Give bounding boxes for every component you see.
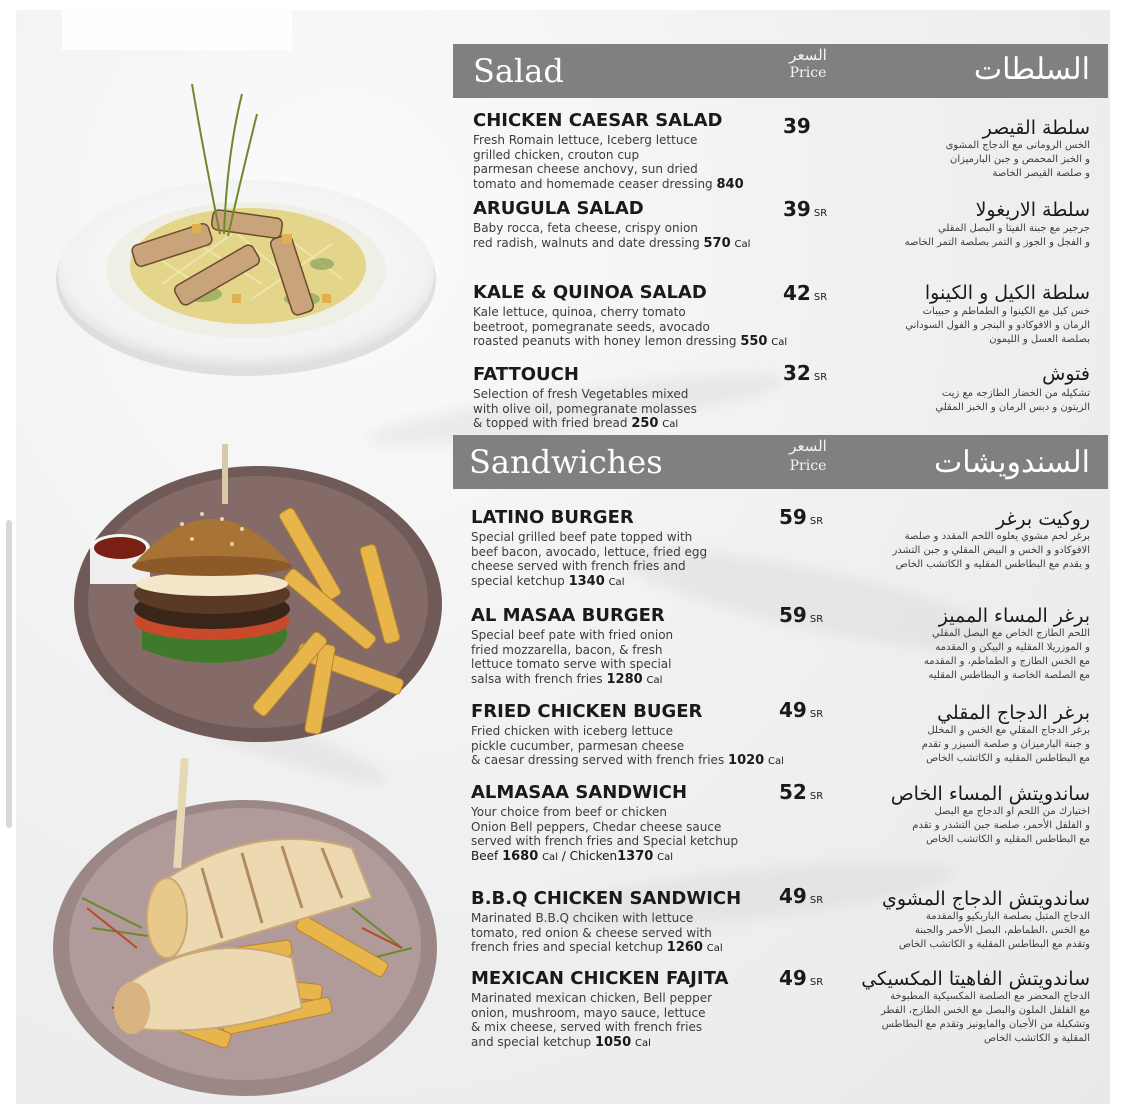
item-name: ALMASAA SANDWICH: [471, 782, 688, 803]
item-description-ar: اختيارك من اللحم او الدجاج مع البصل و الفلفل الأحمر، صلصة جبن التشدر و تقدم مع البطاطس المقليه و الكاتشب الخاص: [912, 806, 1090, 845]
item-name: FATTOUCH: [473, 364, 579, 385]
item-price: 42 SR: [783, 281, 828, 305]
item-name-ar: ساندويتش الفاهيتا المكسيكي: [861, 968, 1090, 990]
item-calories: 1260: [666, 940, 703, 956]
item-price: 49 SR: [779, 884, 824, 908]
item-calories: 570: [703, 235, 731, 251]
item-calories: 840: [716, 176, 744, 192]
left-edge-handle: [6, 520, 12, 828]
item-name-ar: سلطة القيصر: [982, 117, 1090, 139]
price-label-ar: السعر: [789, 437, 827, 455]
item-description-ar: اللحم الطازج الخاص مع البصل المقلي و الموزريلا المقليه و البيكن و المقدمه مع الخس الطازج و الطماطم، و المقدمه مع الصلصة الخاصة و البطاطس المقليه: [923, 628, 1090, 681]
item-calories: 550: [740, 334, 768, 350]
item-description-ar: برغر الدجاج المقلي مع الخس و المخلل و جبنة البارميزان و صلصة السيزر و تقدم مع البطاطس المقليه و الكاتشب الخاص: [921, 725, 1090, 764]
item-description: Fried chicken with iceberg lettuce pickle cucumber, parmesan cheese & caesar dressing served with french fries 1020 Cal: [471, 724, 784, 769]
item-price: 59 SR: [779, 603, 824, 627]
item-description: Special grilled beef pate topped with beef bacon, avocado, lettuce, fried egg cheese served with french fries and special ketchup 1340 Cal: [471, 530, 708, 589]
item-description: Marinated B.B.Q chciken with lettuce tomato, red onion & cheese served with french fries and special ketchup 1260 Cal: [471, 911, 723, 956]
item-calories: 1280: [606, 671, 643, 687]
item-description-ar: جرجير مع جبنة الفيتا و البصل المقلي و الفجل و الجوز و التمر بصلصة التمر الخاصه: [904, 223, 1090, 248]
item-name: CHICKEN CAESAR SALAD: [473, 110, 723, 131]
item-name-ar: برغر المساء المميز: [938, 605, 1090, 627]
item-price: 52 SR: [779, 780, 824, 804]
item-calories: 1020: [728, 753, 765, 769]
item-name-ar: سلطة الكيل و الكينوا: [924, 282, 1090, 304]
salad-title-ar: السلطات: [973, 52, 1090, 87]
item-name-ar: ساندويتش الدجاج المشوي: [882, 888, 1090, 910]
item-calories: 1340: [568, 573, 605, 589]
item-name: FRIED CHICKEN BUGER: [471, 701, 703, 722]
price-label-ar: السعر: [789, 46, 827, 64]
item-name: AL MASAA BURGER: [471, 605, 665, 626]
item-price: 59 SR: [779, 505, 824, 529]
item-description: Fresh Romain lettuce, Iceberg lettuce grilled chicken, crouton cup parmesan cheese anchovy, sun dried tomato and homemade ceaser dressing 840: [473, 133, 744, 192]
sandwiches-title-ar: السندويشات: [933, 445, 1090, 480]
price-label-en: Price: [789, 65, 827, 81]
item-name-ar: ساندويتش المساء الخاص: [890, 783, 1090, 805]
item-name: KALE & QUINOA SALAD: [473, 282, 707, 303]
caesar-salad-photo: [52, 84, 440, 380]
item-calories: 1370: [617, 848, 654, 864]
item-name-ar: روكيت برغر: [995, 508, 1090, 530]
item-price: 32 SR: [783, 361, 828, 385]
item-name: B.B.Q CHICKEN SANDWICH: [471, 888, 742, 909]
chicken-wrap-photo: [52, 758, 438, 1098]
item-description: Kale lettuce, quinoa, cherry tomato beetroot, pomegranate seeds, avocado roasted peanuts with honey lemon dressing 550 Cal: [473, 305, 788, 350]
item-description-ar: الدجاج المتبل بصلصة الباربكيو والمقدمة مع الخس ،الطماطم، البصل الأحمر والجبنة وتقدم مع البطاطس المقلية و الكاتشب الخاص: [898, 911, 1090, 950]
bottom-margin: [0, 1104, 1124, 1114]
item-price: 49 SR: [779, 966, 824, 990]
item-calories: 1050: [594, 1034, 632, 1050]
item-calories: 250: [631, 416, 659, 432]
item-name: ARUGULA SALAD: [473, 198, 644, 219]
price-label-en: Price: [789, 458, 827, 474]
item-price: 39 SR: [783, 197, 828, 221]
item-name-ar: فتوش: [1042, 363, 1090, 385]
salad-title: Salad: [473, 52, 564, 90]
item-name: LATINO BURGER: [471, 507, 634, 528]
item-description-ar: الخس الرومانى مع الدجاج المشوى و الخبز المحمص و جبن البارميزان و صلصة القيصر الخاصة: [945, 140, 1090, 179]
sandwiches-title: Sandwiches: [469, 443, 663, 481]
item-name: MEXICAN CHICKEN FAJITA: [471, 968, 729, 989]
item-price: 49 SR: [779, 698, 824, 722]
item-description: Special beef pate with fried onion fried mozzarella, bacon, & fresh lettuce tomato serve with special salsa with french fries 1280 Cal: [471, 628, 674, 687]
item-description-ar: الدجاج المحضر مع الصلصة المكسيكية المطبوخة مع الفلفل الملون والبصل مع الخس الطازج، الفطر وتشكيلة من الأجبان والمايونيز وتقدم مع البطاطس المقلية و الكاتشب الخاص: [881, 991, 1090, 1044]
sandwiches-section-header: [453, 435, 1108, 489]
salad-section-header: [453, 44, 1108, 98]
item-description-ar: تشكيله من الخضار الطازجه مع زيت الزيتون و دبس الرمان و الخبز المقلي: [935, 388, 1090, 413]
item-name-ar: سلطة الاريغولا: [975, 199, 1090, 221]
latino-burger-photo: [72, 444, 444, 744]
item-description: Your choice from beef or chicken Onion Bell peppers, Chedar cheese sauce served with french fries and Special ketchup Beef 1680 Cal / Chicken1370 Cal: [471, 805, 739, 864]
item-price: 39: [783, 114, 811, 138]
item-calories: 1680: [502, 848, 539, 864]
item-description-ar: خس كيل مع الكينوا و الطماطم و حبيبات الرمان و الافوكادو و البنجر و الفول السوداني بصلصة العسل و الليمون: [905, 306, 1090, 345]
top-blank-area: [62, 0, 292, 50]
item-description-ar: برغر لحم مشوي يعلوه اللحم المقدد و صلصة الافوكادو و الخس و البيض المقلي و جبن التشدر و يقدم مع البطاطس المقليه و الكاتشب الخاص: [892, 531, 1090, 570]
item-description: Baby rocca, feta cheese, crispy onion red radish, walnuts and date dressing 570 Cal: [473, 221, 751, 251]
item-description: Marinated mexican chicken, Bell pepper onion, mushroom, mayo sauce, lettuce & mix cheese, served with french fries and special ketchup 1050 Cal: [471, 991, 713, 1050]
item-name-ar: برغر الدجاج المقلي: [937, 702, 1090, 724]
item-description: Selection of fresh Vegetables mixed with olive oil, pomegranate molasses & topped with fried bread 250 Cal: [473, 387, 697, 432]
